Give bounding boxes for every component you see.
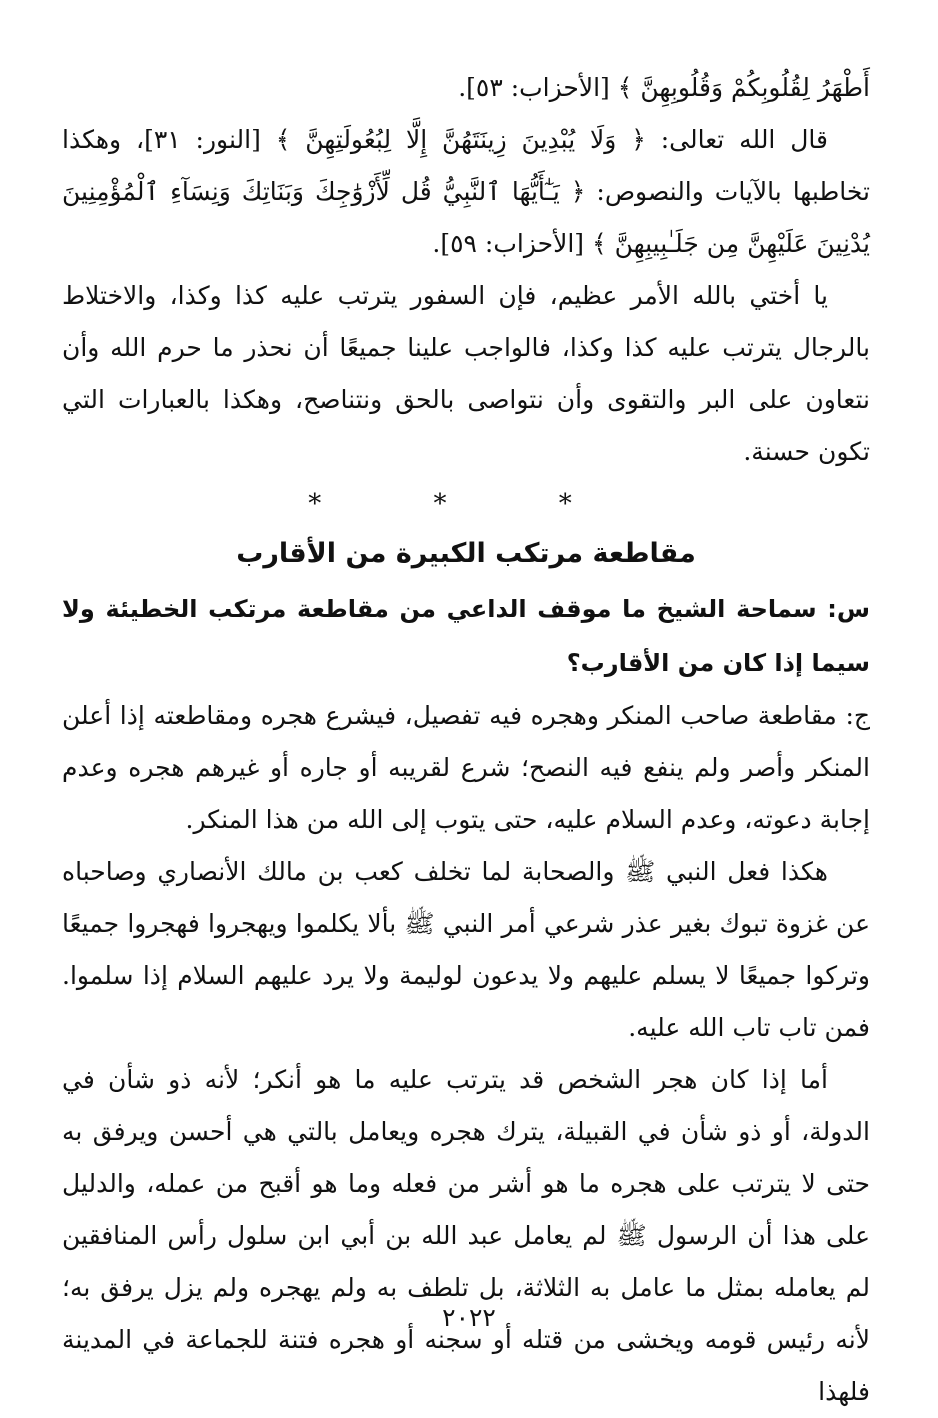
page-body <box>62 62 870 1418</box>
answer-paragraph-3: أما إذا كان هجر الشخص قد يترتب عليه ما هو أنكر؛ لأنه ذو شأن في الدولة، أو ذو شأن في القبيلة، يترك هجره ويعامل بالتي هي أحسن ويرفق به حتى لا يترتب على هجره ما هو أشر من فعله وما هو أقبح من عمله، والدليل على هذا أن الرسول ﷺ لم يعامل عبد الله بن أبي ابن سلول رأس المنافقين لم يعامله بمثل ما عامل به الثلاثة، بل تلطف به ولم يهجره ولم يزل يرفق به؛ لأنه رئيس قومه ويخشى من قتله أو سجنه أو هجره فتنة للجماعة في المدينة فلهذا <box>62 1065 870 1406</box>
answer-paragraph-2: هكذا فعل النبي ﷺ والصحابة لما تخلف كعب بن مالك الأنصاري وصاحباه عن غزوة تبوك بغير عذر شرعي أمر النبي ﷺ بألا يكلموا ويهجروا فهجروا جميعًا وتركوا جميعًا لا يسلم عليهم ولا يدعون لوليمة ولا يرد عليهم السلام إذا سلموا. فمن تاب تاب الله عليه. <box>62 857 870 1042</box>
section-title: مقاطعة مرتكب الكبيرة من الأقارب <box>236 538 696 569</box>
answer-paragraph-1: ج: مقاطعة صاحب المنكر وهجره فيه تفصيل، فيشرع هجره ومقاطعته إذا أعلن المنكر وأصر ولم ينفع فيه النصح؛ شرع لقريبه أو جاره أو غيرهم هجره وعدم إجابة دعوته، وعدم السلام عليه، حتى يتوب إلى الله من هذا المنكر. <box>62 701 870 834</box>
question-text: س: سماحة الشيخ ما موقف الداعي من مقاطعة مرتكب الخطيئة ولا سيما إذا كان من الأقارب؟ <box>62 595 870 677</box>
paragraph-advice: يا أختي بالله الأمر عظيم، فإن السفور يترتب عليه كذا وكذا، والاختلاط بالرجال يترتب عليه كذا وكذا، فالواجب علينا جميعًا أن نحذر ما حرم الله وأن نتعاون على البر والتقوى وأن نتواصى بالحق ونتناصح، وهكذا بالعبارات التي تكون حسنة. <box>62 281 870 466</box>
page-number: ٢٠٢٢ <box>442 1303 496 1332</box>
section-separator: * * * <box>308 489 624 519</box>
paragraph-quran-citations: قال الله تعالى: ﴿ وَلَا يُبْدِينَ زِينَتَهُنَّ إِلَّا لِبُعُولَتِهِنَّ ﴾ [النور: ٣١]، وهكذا تخاطبها بالآيات والنصوص: ﴿ يَـٰٓأَيُّهَا ٱلنَّبِيُّ قُل لِّأَزْوَٰجِكَ وَبَنَاتِكَ وَنِسَآءِ ٱلْمُؤْمِنِينَ يُدْنِينَ عَلَيْهِنَّ مِن جَلَـٰبِيبِهِنَّ ﴾ [الأحزاب: ٥٩]. <box>62 125 870 258</box>
quran-verse-continuation: أَطْهَرُ لِقُلُوبِكُمْ وَقُلُوبِهِنَّ ﴾ [الأحزاب: ٥٣]. <box>458 73 870 102</box>
